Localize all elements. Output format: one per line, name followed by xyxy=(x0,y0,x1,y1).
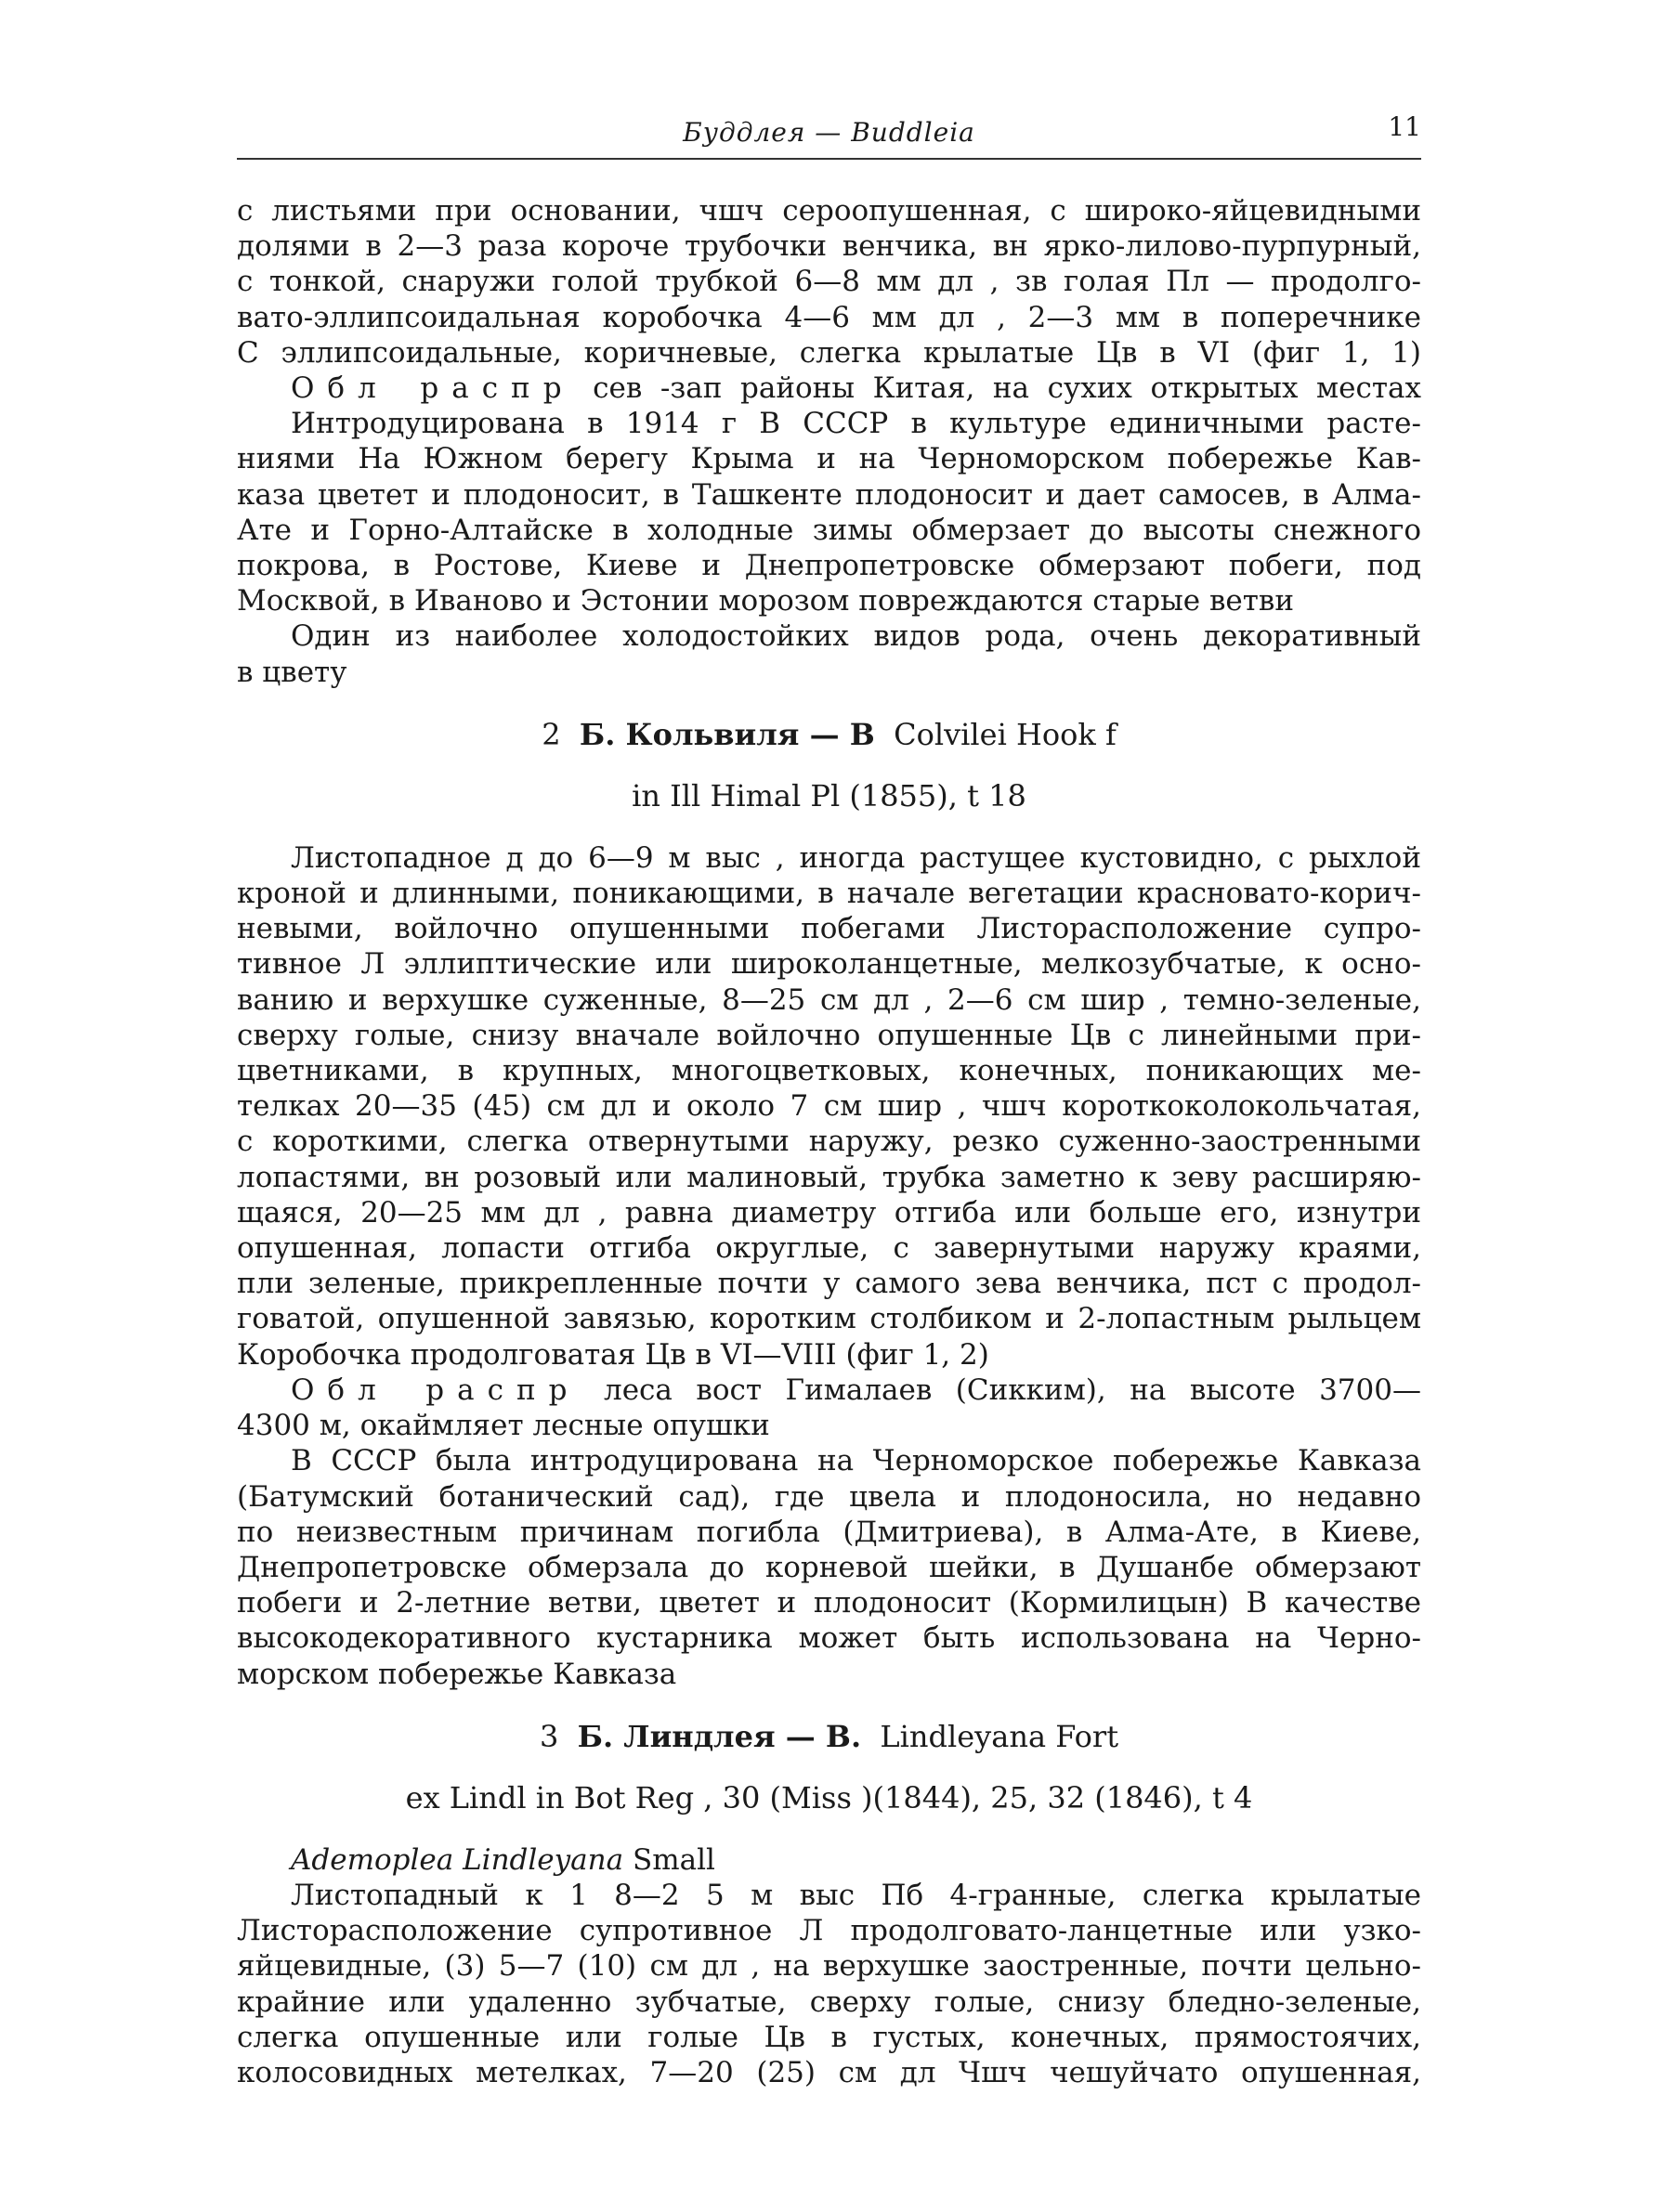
text-line: Листорасположение супротивное Л продолговато-ланцетные или узко- xyxy=(237,1914,1421,1948)
text-line: тивное Л эллиптические или широколанцетные, мелкозубчатые, к осно- xyxy=(237,947,1421,982)
text-line: с тонкой, снаружи голой трубкой 6—8 мм дл , зв голая Пл — продолго- xyxy=(237,265,1421,299)
text-line: морском побережье Кавказа xyxy=(237,1657,677,1691)
species1-note xyxy=(237,618,1421,689)
text-line: Листопадное д до 6—9 м выс , иногда растущее кустовидно, с рыхлой xyxy=(291,840,1421,875)
distribution-label: Обл распр xyxy=(291,371,575,406)
running-title: Буддлея — Buddleia xyxy=(683,117,975,148)
species1-distribution xyxy=(237,371,1421,406)
species-name-lat: Colvilei Hook f xyxy=(894,716,1117,752)
text-line: невыми, войлочно опушенными побегами Листорасположение супро- xyxy=(237,912,1421,946)
text-line: Листопадный к 1 8—2 5 м выс Пб 4-гранные, слегка крылатые xyxy=(291,1878,1421,1912)
distribution-label: Обл распр xyxy=(291,1373,581,1407)
species2-heading xyxy=(237,714,1421,755)
text-line: сверху голые, снизу вначале войлочно опушенные Цв с линейными при- xyxy=(237,1018,1421,1052)
text-line: с короткими, слегка отвернутыми наружу, резко суженно-заостренными xyxy=(237,1125,1421,1159)
text-line: 4300 м, окаймляет лесные опушки xyxy=(237,1409,770,1443)
species3-heading xyxy=(237,1716,1421,1757)
synonym-name: Ademoplea Lindleyana xyxy=(291,1842,624,1877)
text-line: высокодекоративного кустарника может быть использована на Черно- xyxy=(237,1621,1421,1656)
text-line: Один из наиболее холодостойких видов рода, очень декоративный xyxy=(291,619,1421,654)
text-line: по неизвестным причинам погибла (Дмитриева), в Алма-Ате, в Киеве, xyxy=(237,1515,1421,1549)
species-name-ru: Б. Кольвиля — B xyxy=(579,716,875,752)
text-line: Москвой, в Иваново и Эстонии морозом повреждаются старые ветви xyxy=(237,584,1295,618)
text-line: Днепропетровске обмерзала до корневой шейки, в Душанбе обмерзают xyxy=(237,1550,1421,1584)
text-line: телках 20—35 (45) см дл и около 7 см шир , чшч короткоколокольчатая, xyxy=(237,1089,1421,1124)
synonym-author: Small xyxy=(632,1842,715,1877)
text-line: цветниками, в крупных, многоцветковых, конечных, поникающих ме- xyxy=(237,1054,1421,1088)
text-line: щаяся, 20—25 мм дл , равна диаметру отгиба или больше его, изнутри xyxy=(237,1195,1421,1230)
text-line: говатой, опушенной завязью, коротким столбиком и 2-лопастным рыльцем xyxy=(237,1302,1421,1336)
species1-description xyxy=(237,193,1421,371)
text-line: опушенная, лопасти отгиба округлые, с завернутыми наружу краями, xyxy=(237,1231,1421,1266)
species2-introduction xyxy=(237,1443,1421,1691)
species2-description xyxy=(237,840,1421,1373)
text-line: Ате и Горно-Алтайске в холодные зимы обмерзает до высоты снежного xyxy=(237,513,1421,547)
body-text xyxy=(237,193,1421,2090)
text-line: С эллипсоидальные, коричневые, слегка крылатые Цв в VI (фиг 1, 1) xyxy=(237,335,1421,370)
text-line: крайние или удаленно зубчатые, сверху голые, снизу бледно-зеленые, xyxy=(237,1984,1421,2019)
document-page xyxy=(237,102,1421,2090)
distribution-text: леса вост Гималаев (Сикким), на высоте 3700— xyxy=(604,1373,1421,1407)
species-number: 2 xyxy=(542,716,561,752)
species3-citation: ex Lindl in Bot Reg , 30 (Miss )(1844), 25, 32 (1846), t 4 xyxy=(405,1779,1253,1815)
species3-description xyxy=(237,1878,1421,2090)
page-number: 11 xyxy=(1388,111,1421,142)
text-line: яйцевидные, (3) 5—7 (10) см дл , на верхушке заостренные, почти цельно- xyxy=(237,1949,1421,1984)
distribution-text: сев -зап районы Китая, на сухих открытых местах xyxy=(593,371,1421,406)
text-line: лопастями, вн розовый или малиновый, трубка заметно к зеву расширяю- xyxy=(237,1160,1421,1194)
species-name-lat: Lindleyana Fort xyxy=(880,1718,1119,1754)
species-number: 3 xyxy=(539,1718,559,1754)
text-line: в цвету xyxy=(237,655,347,689)
text-line: ванию и верхушке суженные, 8—25 см дл , 2—6 см шир , темно-зеленые, xyxy=(237,982,1421,1017)
text-line: колосовидных метелках, 7—20 (25) см дл Чшч чешуйчато опушенная, xyxy=(237,2055,1421,2089)
text-line: В СССР была интродуцирована на Черноморское побережье Кавказа xyxy=(291,1444,1421,1478)
text-line: каза цветет и плодоносит, в Ташкенте плодоносит и дает самосев, в Алма- xyxy=(237,477,1421,512)
running-header xyxy=(237,102,1421,160)
text-line: Коробочка продолговатая Цв в VI—VIII (фиг 1, 2) xyxy=(237,1337,989,1372)
text-line: ниями На Южном берегу Крыма и на Черноморском побережье Кав- xyxy=(237,442,1421,476)
species1-introduction xyxy=(237,406,1421,618)
species-name-ru: Б. Линдлея — B. xyxy=(577,1718,862,1754)
text-line: долями в 2—3 раза короче трубочки венчика, вн ярко-лилово-пурпурный, xyxy=(237,229,1421,264)
text-line: побеги и 2-летние ветви, цветет и плодоносит (Кормилицын) В качестве xyxy=(237,1586,1421,1620)
text-line: Интродуцирована в 1914 г В СССР в культуре единичными расте- xyxy=(291,407,1421,441)
text-line: с листьями при основании, чшч сероопушенная, с широко-яйцевидными xyxy=(237,194,1421,228)
text-line: кроной и длинными, поникающими, в начале вегетации красновато-корич- xyxy=(237,877,1421,911)
text-line: слегка опушенные или голые Цв в густых, конечных, прямостоячих, xyxy=(237,2020,1421,2054)
species2-citation: in Ill Himal Pl (1855), t 18 xyxy=(632,777,1026,813)
species3-synonym xyxy=(237,1842,1421,1878)
text-line: вато-эллипсоидальная коробочка 4—6 мм дл , 2—3 мм в поперечнике xyxy=(237,300,1421,334)
text-line: пли зеленые, прикрепленные почти у самого зева венчика, пст с продол- xyxy=(237,1267,1421,1301)
text-line: покрова, в Ростове, Киеве и Днепропетровске обмерзают побеги, под xyxy=(237,549,1421,583)
text-line: (Батумский ботанический сад), где цвела и плодоносила, но недавно xyxy=(237,1479,1421,1514)
species2-distribution xyxy=(237,1373,1421,1408)
